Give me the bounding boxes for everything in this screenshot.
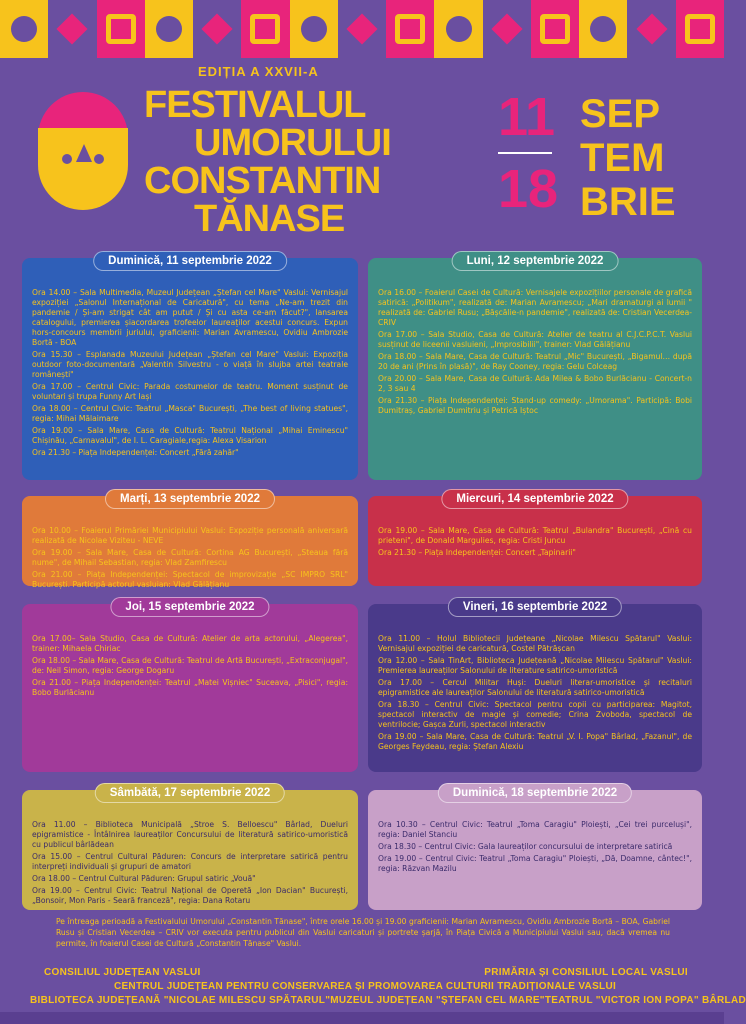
- day-header: Vineri, 16 septembrie 2022: [448, 597, 622, 617]
- event-item: Ora 11.00 – Holul Bibliotecii Județeane „Nicolae Milescu Spătarul" Vaslui: Vernisajul expoziției de caricatură, Costel Pătrășcan: [378, 634, 692, 653]
- pattern-tile: [531, 0, 579, 58]
- title-line: UMORULUI: [194, 122, 391, 164]
- month-line: TEM: [580, 136, 665, 180]
- event-item: Ora 17.00 – Sala Studio, Casa de Cultură: Atelier de teatru al C.J.C.P.C.T. Vaslui susținut de liceenii vasluieni, „Improsibilii", trainer: Vlad Gălățianu: [378, 330, 692, 349]
- day-card: [22, 787, 358, 910]
- partner-name: PRIMĂRIA ȘI CONSILIUL LOCAL VASLUI: [484, 967, 688, 978]
- event-item: Ora 14.00 – Sala Multimedia, Muzeul Județean „Ștefan cel Mare" Vaslui: Vernisajul expoziției „Salonul Internațional de Caricatură", cu tema „Ne-am trezit din pandemie / Și-am strigat cât am putut / Și cu asta ce-am făcut?", lansarea catalogului, premierea șiacordarea trofeelor laureaților acestui concurs. Expun hors-concours membrii juriului, graficienii: Marian Avramescu, Ovidiu Ambrozie Bortă - BOA: [32, 288, 348, 347]
- event-item: Ora 17.00 – Centrul Civic: Parada costumelor de teatru. Moment susținut de voluntari și trupa Funny Art Iași: [32, 382, 348, 401]
- day-card: [22, 493, 358, 589]
- event-item: Ora 18.00 – Centrul Cultural Păduren: Grupul satiric „Vouă": [32, 874, 256, 883]
- event-item: Ora 17.00– Sala Studio, Casa de Cultură: Atelier de arta actorului, „Alegerea", trainer: Mihaela Chiriac: [32, 634, 348, 653]
- pattern-tile: [97, 0, 145, 58]
- pattern-tile: [627, 0, 675, 58]
- caricature-note: Pe întreaga perioadă a Festivalului Umorului „Constantin Tănase", între orele 16.00 și 19.00 graficienii: Marian Avramescu, Ovidiu Ambrozie Bortă – BOA, Gabriel Rusu și Cristian Vecerdea – CRIV vor executa pentru publicul din Vaslui caricaturi și portrete șarjă, în Piața Civică a Municipiului Vaslui sau, dacă vremea nu permite, în foaierul Casei de Cultură „Constantin Tănase" Vaslui.: [56, 917, 670, 948]
- event-item: Ora 19.00 – Sala Mare, Casa de Cultură: Teatrul „V. I. Popa" Bârlad, „Fazanul", de Georges Feydeau, regia: Ștefan Alexiu: [378, 732, 692, 751]
- pattern-tile: [338, 0, 386, 58]
- pattern-tile: [193, 0, 241, 58]
- day-header: Duminică, 18 septembrie 2022: [438, 783, 632, 803]
- partner-name: MUZEUL JUDEȚEAN "ȘTEFAN CEL MARE": [330, 995, 545, 1006]
- event-item: Ora 15.00 – Centrul Cultural Păduren: Concurs de interpretare satirică pentru interpreți individuali și grupuri de amatori: [32, 852, 348, 871]
- event-item: Ora 21.00 – Piața Independenței: Spectacol de improvizație „SC IMPRO SRL" București. Participă actorul vasluian: Vlad Gălățianu: [32, 570, 348, 589]
- title-line: FESTIVALUL: [144, 84, 366, 126]
- partner-name: CONSILIUL JUDEȚEAN VASLUI: [44, 967, 201, 978]
- decorative-pattern-band: [0, 0, 724, 58]
- event-item: Ora 19.00 – Sala Mare, Casa de Cultură: Teatrul Național „Mihai Eminescu" Chișinău, „Carnavalul", de I. L. Caragiale,regia: Alexa Visarion: [32, 426, 348, 445]
- event-item: Ora 20.00 – Sala Mare, Casa de Cultură: Ada Milea & Bobo Burlăcianu - Concert-n 2, 3 sau 4: [378, 374, 692, 393]
- day-header: Duminică, 11 septembrie 2022: [93, 251, 287, 271]
- pattern-tile: [290, 0, 338, 58]
- pattern-tile: [579, 0, 627, 58]
- pattern-tile: [676, 0, 724, 58]
- day-card: [368, 787, 702, 910]
- event-item: Ora 19.00 – Centrul Civic: Teatrul Național de Operetă „Ion Dacian" București, „Bonsoir, Mon Paris - Seară franceză", regia: Dana Rotaru: [32, 886, 348, 905]
- day-header: Joi, 15 septembrie 2022: [110, 597, 269, 617]
- month-line: BRIE: [580, 180, 676, 224]
- festival-month: [580, 92, 676, 224]
- event-item: Ora 10.00 – Foaierul Primăriei Municipiului Vaslui: Expoziție personală aniversară realizată de Nicolae Viziteu - NEVE: [32, 526, 348, 545]
- day-card: [368, 493, 702, 586]
- event-item: Ora 21.30 – Piața Independenței: Stand-up comedy: „Umorama". Participă: Bobi Dumitraș, Gabriel Dumitriu și Petrică Iștoc: [378, 396, 692, 415]
- event-item: Ora 12.00 – Sala TinArt, Biblioteca Județeană „Nicolae Milescu Spătarul" Vaslui: Premierea laureaților Salonului de literature satirico-umoristică: [378, 656, 692, 675]
- festival-logo: [38, 92, 128, 210]
- event-item: Ora 19.00 – Centrul Civic: Teatrul „Toma Caragiu" Ploiești, „Dă, Doamne, cântec!", regia: Răzvan Mazilu: [378, 854, 692, 873]
- festival-title: [144, 86, 391, 238]
- pattern-tile: [434, 0, 482, 58]
- event-item: Ora 18.00 – Centrul Civic: Teatrul „Masca" București, „The best of living statues", regia: Mihai Mălaimare: [32, 404, 348, 423]
- day-header: Luni, 12 septembrie 2022: [452, 251, 619, 271]
- day-header: Sâmbătă, 17 septembrie 2022: [95, 783, 285, 803]
- day-header: Marți, 13 septembrie 2022: [105, 489, 275, 509]
- pattern-tile: [48, 0, 96, 58]
- event-item: Ora 18.30 – Centrul Civic: Spectacol pentru copii cu participarea: Magitot, spectacol interactiv de magie și comedie; Crina Zvoboda, spectacol de ventrilocie; Gașca Zurli, spectacol interactiv: [378, 700, 692, 729]
- event-item: Ora 21.30 – Piața Independenței: Concert „Fără zahăr": [32, 448, 239, 457]
- pattern-tile: [0, 0, 48, 58]
- start-date: 11: [498, 87, 556, 147]
- event-item: Ora 21.30 – Piața Independenței: Concert „Tapinarii": [378, 548, 576, 557]
- edition-label: EDIȚIA A XXVII-A: [198, 64, 319, 79]
- bottom-band: [0, 1012, 724, 1024]
- partners-list: [30, 966, 746, 1008]
- pattern-tile: [386, 0, 434, 58]
- event-item: Ora 15.30 – Esplanada Muzeului Județean „Ștefan cel Mare" Vaslui: Expoziția outdoor foto-documentară „Valentin Silvestru - o viață în slujba artei teatrale românești": [32, 350, 348, 379]
- partner-name: CENTRUL JUDEȚEAN PENTRU CONSERVAREA ȘI PROMOVAREA CULTURII TRADIȚIONALE VASLUI: [113, 981, 617, 992]
- end-date: 18: [498, 159, 559, 219]
- day-header: Miercuri, 14 septembrie 2022: [441, 489, 628, 509]
- day-card: [22, 255, 358, 480]
- event-item: Ora 19.00 – Sala Mare, Casa de Cultură: Teatrul „Bulandra" București, „Cină cu prieteni", de Donald Margulies, regia: Cristi Juncu: [378, 526, 692, 545]
- pattern-tile: [241, 0, 289, 58]
- event-item: Ora 16.00 – Foaierul Casei de Cultură: Vernisajele expozițiilor personale de grafică satirică: „Politikum", realizată de: Marian Avramescu; „Mari dramaturgi ai lumii " realizată de: Gabriel Rusu; „Bășcălie-n pandemie", realizată de: Cristian Vecerdea-CRIV: [378, 288, 692, 327]
- event-item: Ora 18.30 – Centrul Civic: Gala laureaților concursului de interpretare satirică: [378, 842, 673, 851]
- month-line: SEP: [580, 92, 661, 136]
- festival-dates: [498, 87, 559, 219]
- pattern-tile: [145, 0, 193, 58]
- day-card: [368, 601, 702, 772]
- day-card: [368, 255, 702, 480]
- event-item: Ora 18.00 – Sala Mare, Casa de Cultură: Teatrul „Mic" București, „Bigamul… după 20 de ani (Prins în plasă)", de Ray Cooney, regia: Gelu Colceag: [378, 352, 692, 371]
- partner-name: BIBLIOTECA JUDEȚEANĂ "NICOLAE MILESCU SPĂTARUL": [30, 995, 331, 1006]
- partner-name: TEATRUL "VICTOR ION POPA" BÂRLAD: [544, 995, 746, 1006]
- title-line: TĂNASE: [194, 198, 345, 240]
- pattern-tile: [483, 0, 531, 58]
- event-item: Ora 21.00 – Piața Independenței: Teatrul „Matei Vișniec" Suceava, „Pisici", regia: Bobo Burlăcianu: [32, 678, 348, 697]
- event-item: Ora 11.00 – Biblioteca Municipală „Stroe S. Belloescu" Bârlad, Dueluri epigramistice - Întâlnirea laureaților Concursului de literatură satirico-umoristică cu publicul bârlădean: [32, 820, 348, 849]
- event-item: Ora 18.00 – Sala Mare, Casa de Cultură: Teatrul de Artă București, „Extraconjugal", de: Neil Simon, regia: George Dogaru: [32, 656, 348, 675]
- event-item: Ora 10.30 – Centrul Civic: Teatrul „Toma Caragiu" Ploiești, „Cei trei purceluși", regia: Daniel Stanciu: [378, 820, 692, 839]
- day-card: [22, 601, 358, 772]
- event-item: Ora 17.00 – Cercul Militar Huși: Dueluri literar-umoristice și recitaluri epigramistice ale laureaților Salonului de literatură satirico-umoristică: [378, 678, 692, 697]
- title-line: CONSTANTIN: [144, 160, 381, 202]
- event-item: Ora 19.00 – Sala Mare, Casa de Cultură: Cortina AG București, „Steaua fără nume", de Mihail Sebastian, regia: Vlad Zamfirescu: [32, 548, 348, 567]
